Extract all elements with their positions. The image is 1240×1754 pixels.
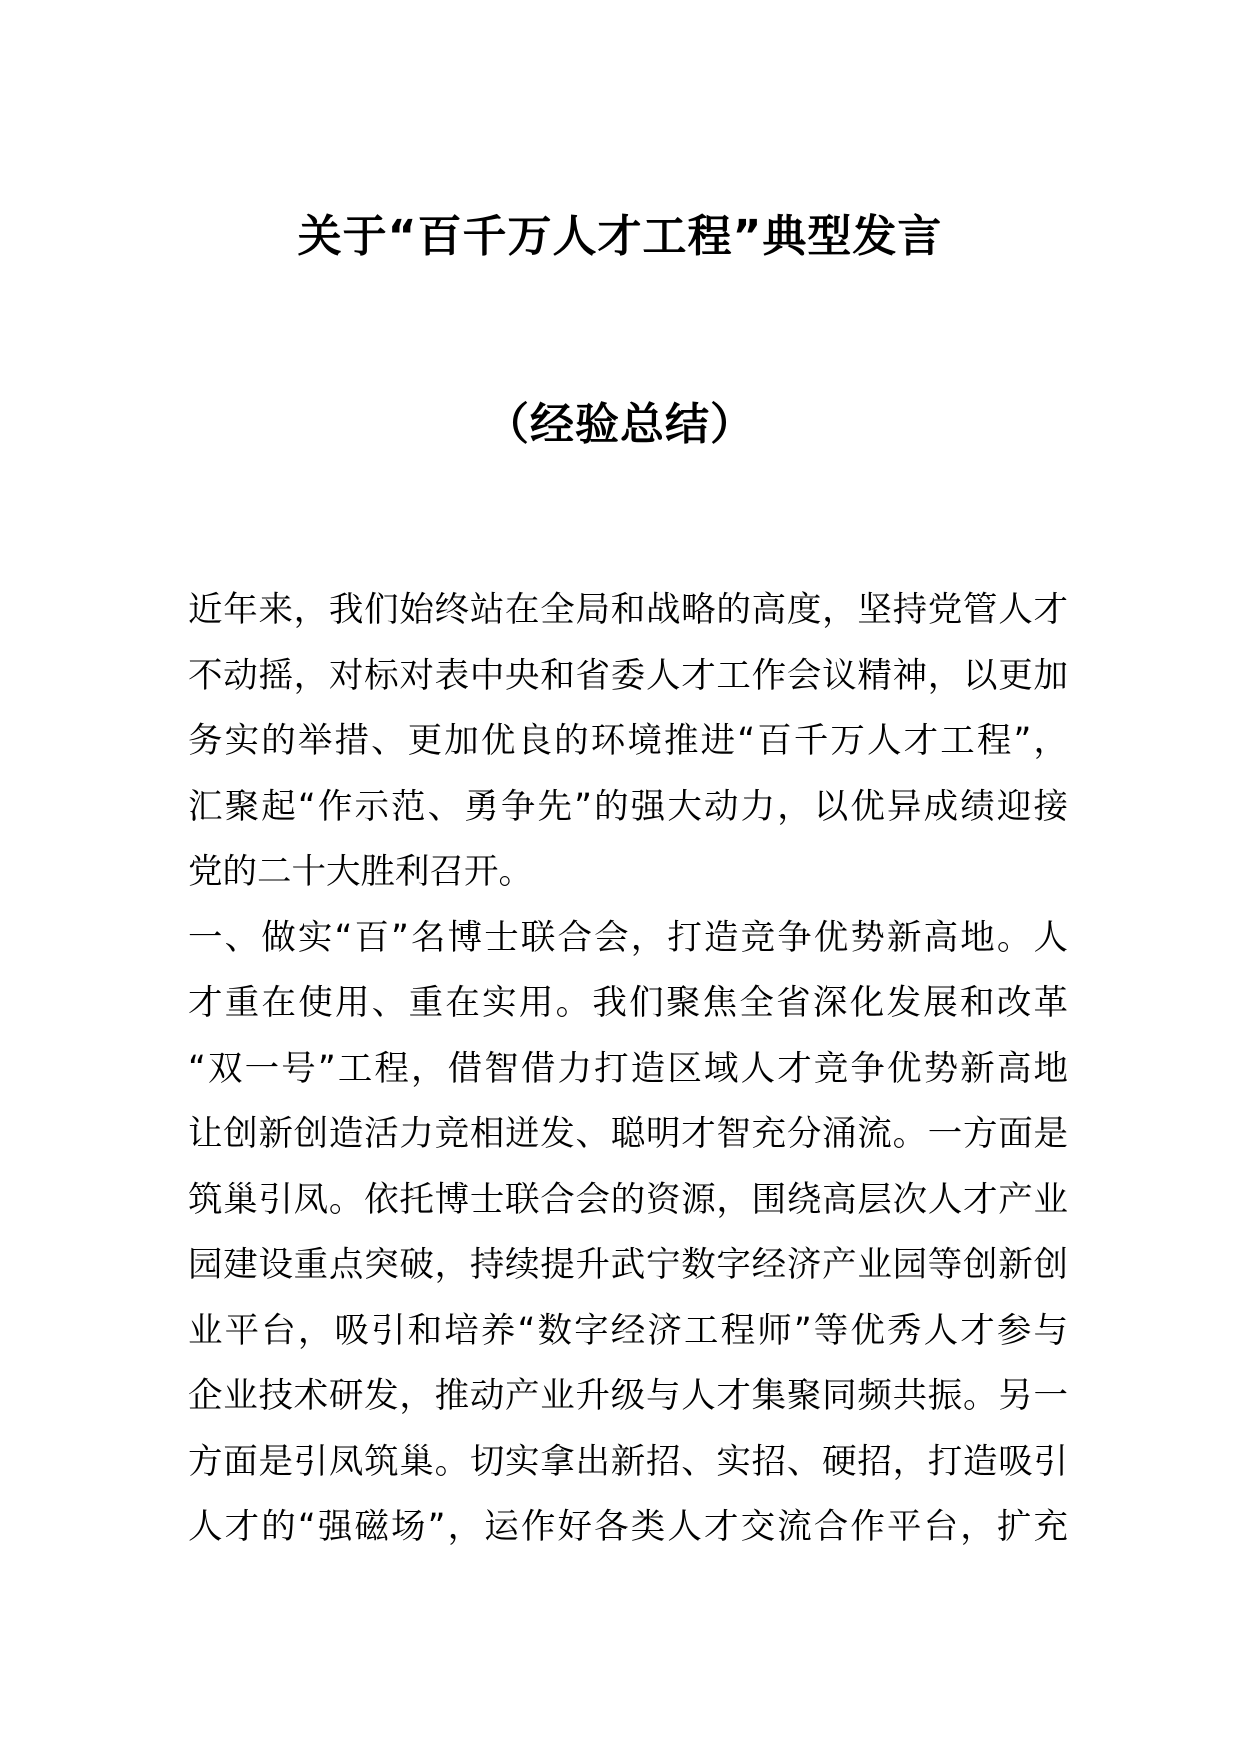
body-line: 方面是引凤筑巢。切实拿出新招、实招、硬招，打造吸引 bbox=[188, 1441, 1068, 1482]
body-line: 人才的“强磁场”，运作好各类人才交流合作平台，扩充 bbox=[188, 1507, 1068, 1547]
body-line: 不动摇，对标对表中央和省委人才工作会议精神，以更加 bbox=[188, 655, 1068, 696]
body-line: 务实的举措、更加优良的环境推进“百千万人才工程”， bbox=[188, 721, 1068, 761]
body-line: 企业技术研发，推动产业升级与人才集聚同频共振。另一 bbox=[188, 1376, 1068, 1416]
document-subtitle: （经验总结） bbox=[485, 399, 755, 450]
body-line: 筑巢引凤。依托博士联合会的资源，围绕高层次人才产业 bbox=[188, 1179, 1068, 1220]
body-line: 汇聚起“作示范、勇争先”的强大动力，以优异成绩迎接 bbox=[188, 786, 1068, 827]
body-line: 近年来，我们始终站在全局和战略的高度，坚持党管人才 bbox=[188, 590, 1068, 630]
document-title: 关于“百千万人才工程”典型发言 bbox=[297, 211, 943, 262]
body-line: 园建设重点突破，持续提升武宁数字经济产业园等创新创 bbox=[188, 1245, 1068, 1285]
body-line: 党的二十大胜利召开。 bbox=[188, 852, 533, 892]
body-line: 才重在使用、重在实用。我们聚焦全省深化发展和改革 bbox=[188, 983, 1068, 1023]
body-line: 让创新创造活力竞相迸发、聪明才智充分涌流。一方面是 bbox=[188, 1114, 1068, 1154]
body-line: 一、做实“百”名博士联合会，打造竞争优势新高地。人 bbox=[188, 917, 1068, 958]
body-line: 业平台，吸引和培养“数字经济工程师”等优秀人才参与 bbox=[188, 1310, 1068, 1351]
document-body bbox=[188, 578, 1068, 1561]
body-line: “双一号”工程，借智借力打造区域人才竞争优势新高地 bbox=[188, 1048, 1068, 1089]
